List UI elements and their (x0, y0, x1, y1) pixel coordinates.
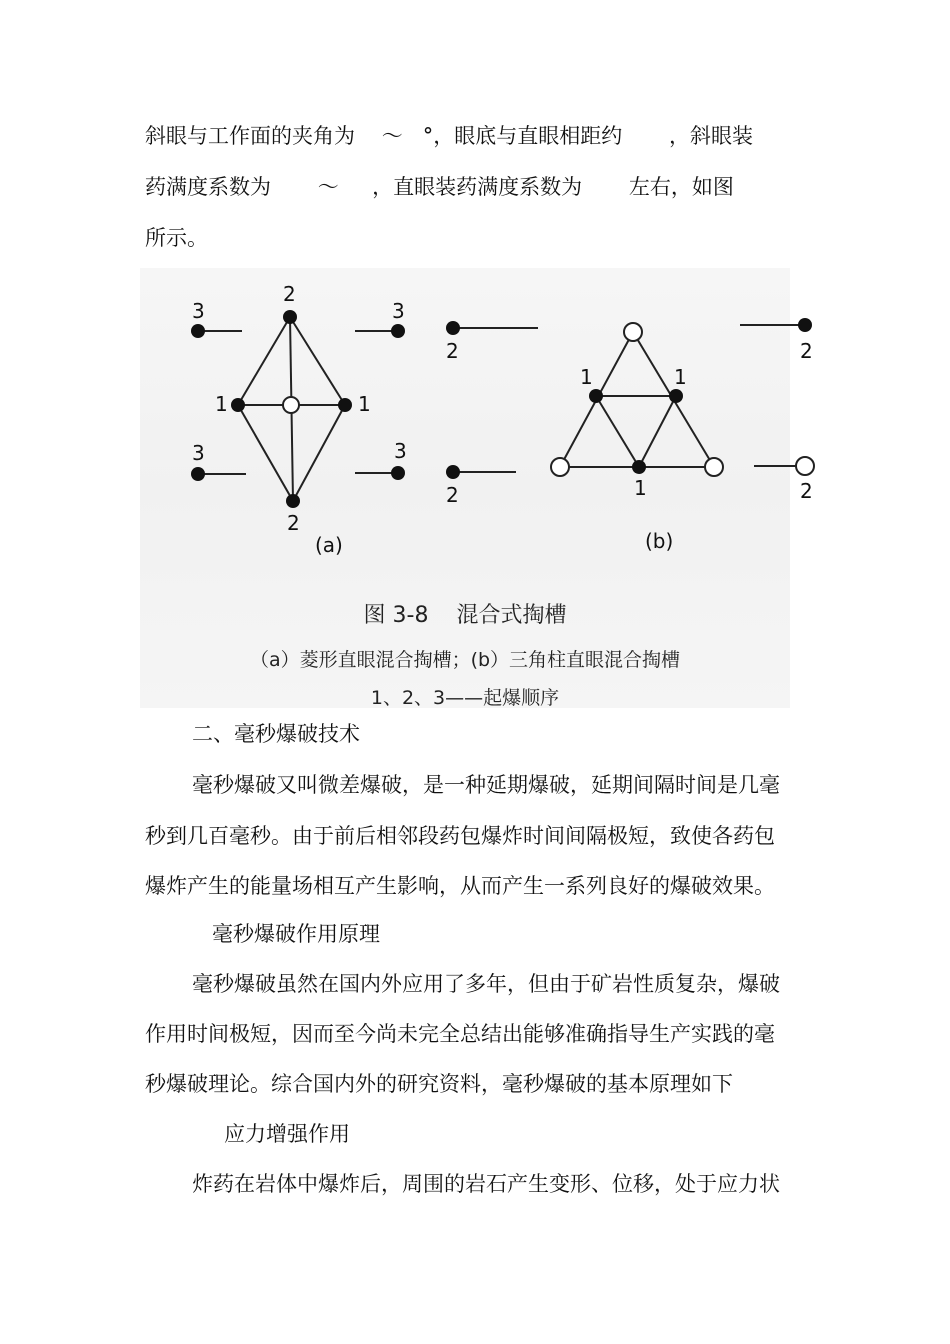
rhombus-edge (293, 405, 345, 501)
sequence-label: 3 (394, 439, 407, 463)
sub-heading: 毫秒爆破作用原理 (212, 922, 380, 946)
triangle-inner (639, 396, 676, 467)
cut-diagram (140, 268, 813, 708)
sequence-label: 1 (580, 365, 593, 389)
figure-caption-title: 图 3-8 混合式掏槽 (363, 603, 567, 628)
empty-hole (283, 397, 299, 413)
rhombus-edge (290, 317, 345, 405)
figure-caption-legend: 1、2、3——起爆顺序 (370, 687, 560, 709)
sequence-label: 2 (446, 339, 459, 363)
triangle-inner (596, 396, 639, 467)
blast-hole-filled (669, 389, 683, 403)
sequence-label: 1 (634, 476, 647, 500)
paragraph-line: 爆炸产生的能量场相互产生影响，从而产生一系列良好的爆破效果。 (145, 874, 775, 898)
paragraph-line: 所示。 (145, 226, 208, 250)
blast-hole-filled (589, 389, 603, 403)
paragraph-line: 药满度系数为 ～ ，直眼装药满度系数为 左右，如图 (145, 175, 734, 199)
empty-hole (551, 458, 569, 476)
sequence-label: 2 (800, 339, 813, 363)
sequence-label: 2 (283, 282, 296, 306)
blast-hole-filled (286, 494, 300, 508)
figure-3-8 (140, 268, 813, 708)
sequence-label: 3 (192, 299, 205, 323)
blast-hole-filled (283, 310, 297, 324)
section-heading: 二、毫秒爆破技术 (192, 722, 360, 746)
sequence-label: 2 (446, 483, 459, 507)
paragraph-line: 炸药在岩体中爆炸后，周围的岩石产生变形、位移，处于应力状 (192, 1172, 780, 1196)
sequence-label: 3 (392, 299, 405, 323)
paragraph-line: 毫秒爆破又叫微差爆破，是一种延期爆破，延期间隔时间是几毫 (192, 773, 780, 797)
paragraph-line: 毫秒爆破虽然在国内外应用了多年，但由于矿岩性质复杂，爆破 (192, 972, 780, 996)
blast-hole-filled (191, 467, 205, 481)
panel-label: (b) (645, 529, 674, 553)
empty-hole (624, 323, 642, 341)
blast-hole-filled (798, 318, 812, 332)
paragraph-line: 秒爆破理论。综合国内外的研究资料，毫秒爆破的基本原理如下 (145, 1072, 733, 1096)
rhombus-edge (238, 317, 290, 405)
blast-hole-filled (231, 398, 245, 412)
blast-hole-filled (446, 465, 460, 479)
paragraph-line: 斜眼与工作面的夹角为 ～ °，眼底与直眼相距约 ，斜眼装 (145, 124, 753, 148)
sequence-label: 1 (215, 392, 228, 416)
blast-hole-filled (338, 398, 352, 412)
sequence-label: 1 (358, 392, 371, 416)
sub-heading: 应力增强作用 (224, 1122, 350, 1146)
paragraph-line: 作用时间极短，因而至今尚未完全总结出能够准确指导生产实践的毫 (145, 1022, 775, 1046)
blast-hole-filled (391, 324, 405, 338)
empty-hole (705, 458, 723, 476)
blast-hole-filled (446, 321, 460, 335)
blast-hole-filled (391, 466, 405, 480)
sequence-label: 1 (674, 365, 687, 389)
sequence-label: 2 (800, 479, 813, 503)
blast-hole-filled (191, 324, 205, 338)
paragraph-line: 秒到几百毫秒。由于前后相邻段药包爆炸时间间隔极短，致使各药包 (145, 824, 775, 848)
figure-caption-subtitle: （a）菱形直眼混合掏槽；(b）三角柱直眼混合掏槽 (249, 649, 681, 671)
sequence-label: 3 (192, 441, 205, 465)
blast-hole-filled (632, 460, 646, 474)
panel-label: (a) (315, 533, 343, 557)
rhombus-edge (238, 405, 293, 501)
sequence-label: 2 (287, 511, 300, 535)
empty-hole (796, 457, 814, 475)
